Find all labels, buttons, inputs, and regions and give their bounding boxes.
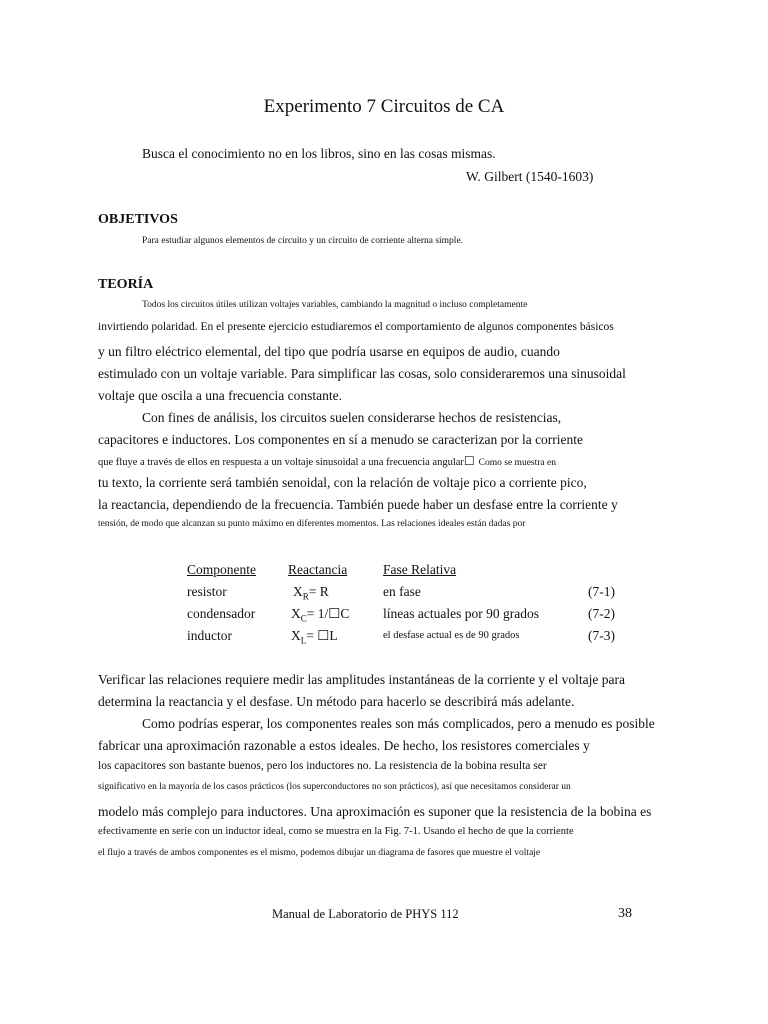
teoria-line-5: voltaje que oscila a una frecuencia constante.: [98, 388, 343, 403]
table-cell-phase: líneas actuales por 90 grados: [383, 606, 539, 621]
table-cell-component: resistor: [187, 584, 227, 599]
table-cell-component: inductor: [187, 628, 232, 643]
objetivos-heading: OBJETIVOS: [98, 212, 178, 227]
para2-line-7: modelo más complejo para inductores. Una aproximación es suponer que la resistencia de la bobina es: [98, 804, 652, 819]
table-cell-phase: en fase: [383, 584, 421, 599]
table-cell-equation: (7-3): [588, 628, 615, 643]
table-header-reactance: Reactancia: [288, 562, 348, 577]
para2-line-6: significativo en la mayoría de los casos prácticos (los superconductores no son prácticos), así que necesitamos considerar un: [98, 782, 571, 792]
para2-line-1: Verificar las relaciones requiere medir las amplitudes instantáneas de la corriente y el voltaje para: [98, 672, 626, 687]
table-header-component: Componente: [187, 562, 256, 577]
table-cell-equation: (7-2): [588, 606, 615, 621]
para2-line-3: Como podrías esperar, los componentes reales son más complicados, pero a menudo es posible: [142, 716, 655, 731]
objetivos-text: Para estudiar algunos elementos de circuito y un circuito de corriente alterna simple.: [142, 236, 464, 246]
table-cell-reactance: $X_L=$ ☐L: [291, 628, 338, 646]
footer-manual: Manual de Laboratorio de PHYS 112: [272, 907, 459, 921]
table-header-phase: Fase Relativa: [383, 562, 457, 577]
teoria-line-6: Con fines de análisis, los circuitos suelen considerarse hechos de resistencias,: [142, 410, 562, 425]
teoria-line-4: estimulado con un voltaje variable. Para simplificar las cosas, solo consideraremos una sinusoidal: [98, 366, 626, 381]
table-cell-reactance: $X_C=$ 1/☐C: [291, 606, 350, 624]
teoria-heading: TEORÍA: [98, 277, 154, 292]
teoria-line-8: [98, 454, 556, 469]
epigraph-quote: Busca el conocimiento no en los libros, sino en las cosas mismas.: [142, 146, 496, 161]
table-cell-equation: (7-1): [588, 584, 615, 599]
para2-line-4: fabricar una aproximación razonable a estos ideales. De hecho, los resistores comerciales y: [98, 738, 590, 753]
teoria-line-11: tensión, de modo que alcanzan su punto máximo en diferentes momentos. Las relaciones ideales están dadas por: [98, 519, 526, 529]
table-cell-component: condensador: [187, 606, 256, 621]
teoria-line-1: Todos los circuitos útiles utilizan voltajes variables, cambiando la magnitud o incluso completamente: [142, 300, 528, 310]
teoria-line-8-text: que fluye a través de ellos en respuesta a un voltaje sinusoidal a una frecuencia angular: [98, 457, 464, 468]
teoria-line-8-tail: Como se muestra en: [478, 458, 556, 468]
page-number: 38: [618, 906, 632, 921]
teoria-line-7: capacitores e inductores. Los componentes en sí a menudo se caracterizan por la corriente: [98, 432, 584, 447]
page-title: Experimento 7 Circuitos de CA: [263, 96, 505, 117]
para2-line-2: determina la reactancia y el desfase. Un método para hacerlo se describirá más adelante.: [98, 694, 575, 709]
teoria-line-9: tu texto, la corriente será también senoidal, con la relación de voltaje pico a corriente pico,: [98, 475, 587, 490]
table-cell-reactance: $X_R= R$: [293, 584, 329, 602]
teoria-line-2: invirtiendo polaridad. En el presente ejercicio estudiaremos el comportamiento de algunos componentes básicos: [98, 321, 614, 333]
teoria-line-10: la reactancia, dependiendo de la frecuencia. También puede haber un desfase entre la corriente y: [98, 497, 618, 512]
epigraph-author: W. Gilbert (1540-1603): [466, 169, 594, 184]
para2-line-5: los capacitores son bastante buenos, pero los inductores no. La resistencia de la bobina resulta ser: [98, 760, 547, 772]
missing-glyph-icon: ☐: [463, 454, 475, 468]
table-cell-phase: el desfase actual es de 90 grados: [383, 630, 520, 641]
teoria-line-3: y un filtro eléctrico elemental, del tipo que podría usarse en equipos de audio, cuando: [98, 344, 560, 359]
para2-line-9: el flujo a través de ambos componentes es el mismo, podemos dibujar un diagrama de fasores que muestre el voltaje: [98, 848, 541, 858]
para2-line-8: efectivamente en serie con un inductor ideal, como se muestra en la Fig. 7-1. Usando el hecho de que la corriente: [98, 826, 574, 837]
